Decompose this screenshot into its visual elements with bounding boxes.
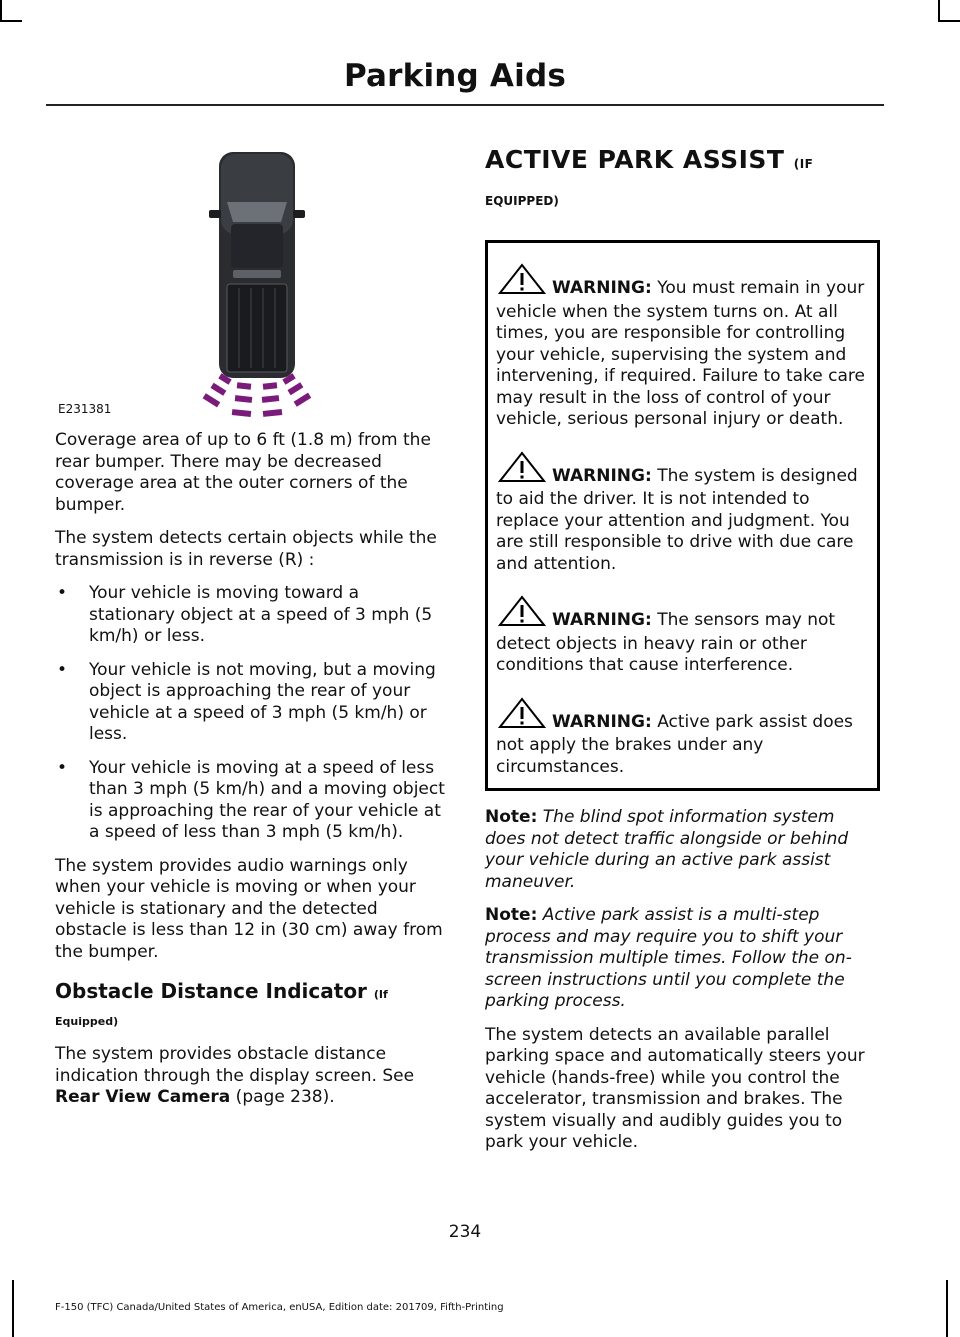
- crop-mark: [0, 20, 22, 22]
- crop-mark: [0, 0, 2, 22]
- warning-triangle-icon: [498, 451, 546, 490]
- warning-item: WARNING: You must remain in your vehicle when the system turns on. At all times, you are responsible for controlling your vehicle, supervising the system and intervening, if required. Failure to take care may result in the loss of control of your vehicle, serious personal injury or death.: [496, 263, 869, 431]
- parking-sensor-figure: [55, 140, 450, 420]
- sensor-coverage-arcs: [203, 373, 312, 417]
- warning-triangle-icon: [498, 697, 546, 736]
- warning-item: WARNING: Active park assist does not apply the brakes under any circumstances.: [496, 697, 869, 779]
- left-column: [55, 140, 450, 1121]
- note-paragraph: Note: Active park assist is a multi-step process and may require you to shift your transmission multiple times. Follow the on-screen instructions until you complete the parking process.: [485, 905, 852, 1011]
- obstacle-distance-heading-suffix: Equipped): [55, 1015, 119, 1028]
- warning-item: WARNING: The system is designed to aid the driver. It is not intended to replace your attention and judgment. You are still responsible to drive with due care and attention.: [496, 451, 869, 576]
- warning-item: WARNING: The sensors may not detect objects in heavy rain or other conditions that cause interference.: [496, 595, 869, 677]
- bullet-glyph: •: [57, 757, 68, 778]
- right-column: [485, 145, 880, 1166]
- warning-triangle-icon: [498, 595, 546, 634]
- list-item: • Your vehicle is moving toward a stationary object at a speed of 3 mph (5 km/h) or less.: [57, 583, 433, 646]
- warning-triangle-icon: [498, 263, 546, 302]
- header-rule: [46, 104, 884, 106]
- warning-box: [485, 240, 880, 791]
- detection-intro-paragraph: The system detects certain objects while the transmission is in reverse (R) :: [55, 528, 437, 570]
- detection-conditions-list: [55, 583, 450, 844]
- rear-view-camera-link[interactable]: Rear View Camera: [55, 1087, 231, 1107]
- obstacle-distance-heading: Obstacle Distance Indicator (If: [55, 979, 388, 1003]
- figure-id: E231381: [58, 402, 112, 416]
- crop-mark: [12, 1280, 14, 1337]
- note-paragraph: Note: The blind spot information system does not detect traffic alongside or behind your vehicle during an active park assist maneuver.: [485, 807, 849, 892]
- section-title-suffix: EQUIPPED): [485, 194, 559, 208]
- list-item: • Your vehicle is not moving, but a moving object is approaching the rear of your vehicle at a speed of 3 mph (5 km/h) or less.: [57, 659, 436, 744]
- page-number: 234: [448, 1222, 482, 1242]
- crop-mark: [946, 1280, 948, 1337]
- bullet-glyph: •: [57, 583, 68, 603]
- list-item: • Your vehicle is moving at a speed of less than 3 mph (5 km/h) and a moving object is approaching the rear of your vehicle at a speed of less than 3 mph (5 km/h).: [57, 757, 445, 842]
- system-description-paragraph: The system detects an available parallel parking space and automatically steers your vehicle (hands-free) while you control the accelerator, transmission and brakes. The system visually and audibly guides you to park your vehicle.: [485, 1024, 865, 1152]
- crop-mark: [938, 0, 940, 22]
- audio-warning-paragraph: The system provides audio warnings only when your vehicle is moving or when your vehicle is stationary and the detected obstacle is less than 12 in (30 cm) away from the bumper.: [55, 855, 443, 962]
- footer-edition-info: F-150 (TFC) Canada/United States of America, enUSA, Edition date: 201709, Fifth-Printing: [55, 1302, 504, 1313]
- obstacle-distance-paragraph: The system provides obstacle distance indication through the display screen. See Rear View Camera (page 238).: [55, 1044, 415, 1107]
- crop-mark: [938, 20, 960, 22]
- bullet-glyph: •: [57, 659, 68, 680]
- truck-top-view-illustration: [55, 140, 450, 420]
- coverage-paragraph: Coverage area of up to 6 ft (1.8 m) from the rear bumper. There may be decreased coverage area at the outer corners of the bumper.: [55, 430, 431, 515]
- section-title: ACTIVE PARK ASSIST (IF: [485, 145, 814, 174]
- page-title: Parking Aids: [343, 58, 566, 94]
